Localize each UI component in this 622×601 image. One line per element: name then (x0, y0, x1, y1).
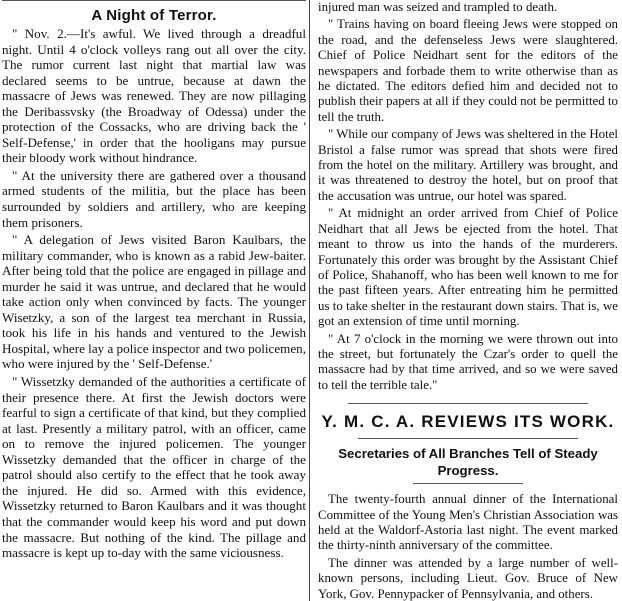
ymca-subheadline: Secretaries of All Branches Tell of Steady Progress. (338, 446, 598, 479)
article-paragraph: " A delegation of Jews visited Baron Kaulbars, the military commander, who is known as a rabid Jew-baiter. After being told that the police are engaged in pillage and murder he said it was untrue, and declared that he would take action only when convinced by facts. The younger Wisetzky, a son of the largest tea merchant in Russia, took his life in his hands and ventured to the Jewish Hospital, where lay a police inspector and two policemen, who were injured by the ' Self-Defense.' (2, 232, 306, 372)
article-paragraph: " Wissetzky demanded of the authorities a certificate of their presence there. At first the Jewish doctors were fearful to sign a certificate of that kind, but they complied at last. Presently a military patrol, with an officer, came on to remove the injured policemen. The younger Wissetzky demanded that the officer in charge of the patrol should also certify to the effect that he took away the injured. He did so. Armed with this evidence, Wissetzky returned to Baron Kaulbars and it was thought that the commander would keep his word and put down the massacre. But nothing of the kind. The pillage and massacre is kept up to-day with the same viciousness. (2, 374, 306, 561)
right-column (318, 0, 618, 601)
left-column (2, 0, 306, 601)
article-paragraph: " At 7 o'clock in the morning we were thrown out into the street, but fortunately the Czar's order to quell the massacre had by that time arrived, and so we were saved to tell the terrible tale." (318, 331, 618, 392)
article-paragraph: injured man was seized and trampled to death. (318, 0, 558, 14)
article-paragraph: " At the university there are gathered over a thousand armed students of the militia, but the place has been surrounded by soldiers and artillery, who are keeping them prisoners. (2, 167, 306, 230)
article-headline: A Night of Terror. (91, 7, 217, 24)
article-paragraph: The twenty-fourth annual dinner of the International Committee of the Young Men's Christian Association was held at the Waldorf-Astoria last night. The event marked the thirty-ninth anniversary of the committee. (318, 492, 618, 553)
article-paragraph: " Trains having on board fleeing Jews were stopped on the road, and the defenseless Jews were slaughtered. Chief of Police Neidhart sent for the editors of the newspapers and forbade them to write otherwise than as he dictated. The editors defied him and decided not to publish their papers at all if they could not be permitted to tell the truth. (318, 17, 618, 124)
subhead-rule (413, 483, 523, 484)
article-paragraph: The dinner was attended by a large number of well-known persons, including Lieut. Gov. Bruce of New York, Gov. Pennypacker of Pennsylvania, and others. (318, 555, 618, 601)
article-separator (348, 403, 588, 404)
column-divider (309, 0, 310, 601)
article-paragraph: " Nov. 2.—It's awful. We lived through a dreadful night. Until 4 o'clock volleys rang out all over the city. The rumor current last night that martial law was declared seems to be untrue, because at dawn the massacre of Jews was renewed. They are now pillaging the Deribassvsky (the Broadway of Odessa) under the protection of the Cossacks, who are driving back the ' Self-Defense,' in order that the hooligans may pursue their bloody work without hindrance. (2, 26, 306, 166)
article-paragraph: " While our company of Jews was sheltered in the Hotel Bristol a false rumor was spread that shots were fired from the hotel on the military. Artillery was brought, and it was threatened to destroy the hotel, but on proof that the accusation was untrue, our hotel was spared. (318, 127, 618, 203)
headline-rule (358, 438, 578, 439)
article-paragraph: " At midnight an order arrived from Chief of Police Neidhart that all Jews be ejected from the hotel. That meant to throw us into the hands of the murderers. Fortunately this order was brought by the Assistant Chief of Police, Shahanoff, who has been well known to me for the past fifteen years. After entreating him he permitted us to take shelter in the restaurant down stairs. That is, we got an extension of time until morning. (318, 206, 618, 329)
top-rule (2, 0, 306, 1)
ymca-headline: Y. M. C. A. REVIEWS ITS WORK. (321, 412, 615, 432)
